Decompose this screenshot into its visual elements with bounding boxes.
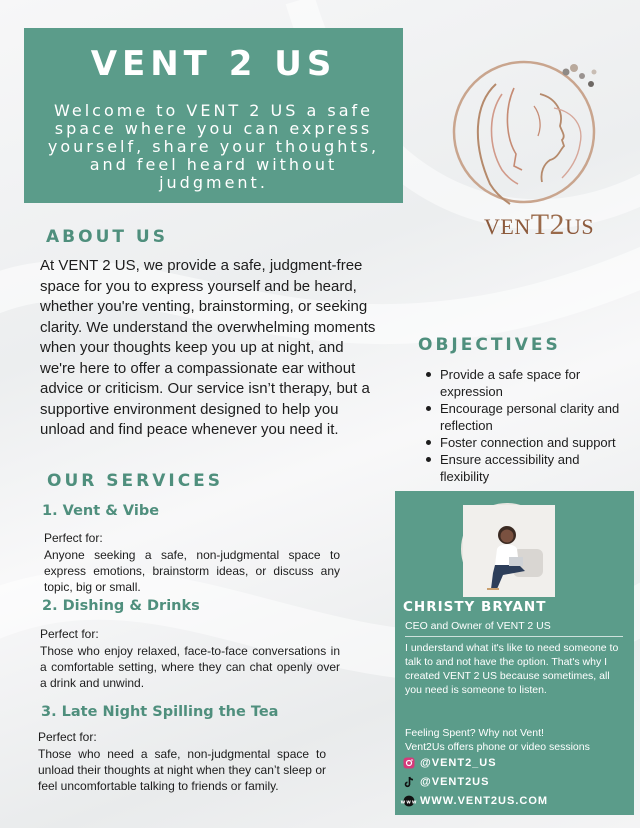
cta-line-1: Feeling Spent? Why not Vent! xyxy=(405,727,544,739)
welcome-tagline: Welcome to VENT 2 US a safe space where you can express yourself, share your thoughts, and feel heard without judgment. xyxy=(47,101,380,192)
globe-icon xyxy=(400,795,418,807)
service-description: Those who enjoy relaxed, face-to-face conversations in a comfortable setting, where they can chat openly over a drink and unwind. xyxy=(40,644,340,690)
svg-text:www: www xyxy=(400,799,418,806)
website-link[interactable] xyxy=(400,795,549,807)
objective-item: Provide a safe space for expression xyxy=(422,366,632,400)
call-to-action xyxy=(405,726,627,754)
perfect-for-label: Perfect for: xyxy=(44,531,103,545)
objective-item: Encourage personal clarity and reflection xyxy=(422,400,632,434)
objective-item: Ensure accessibility and flexibility xyxy=(422,451,632,485)
owner-role: CEO and Owner of VENT 2 US xyxy=(405,620,551,632)
owner-photo-icon xyxy=(463,505,555,597)
divider xyxy=(405,636,623,637)
objectives-list xyxy=(422,366,632,485)
objectives-heading: OBJECTIVES xyxy=(418,335,561,355)
tiktok-icon xyxy=(403,776,415,788)
service-title-late-night: 3. Late Night Spilling the Tea xyxy=(41,704,279,720)
website-url: WWW.VENT2US.COM xyxy=(420,795,549,807)
avatar xyxy=(461,503,553,595)
about-heading: ABOUT US xyxy=(46,227,168,247)
about-text: At VENT 2 US, we provide a safe, judgment-free space for you to express yourself and be heard, whether you're venting, brainstorming, or seeking clarity. We understand the overwhelming moments when your thoughts keep you up at night, and we're here to offer a compassionate ear without advice or criticism. Our service isn’t therapy, but a supportive environment designed to help you unload and find peace whenever you need it. xyxy=(40,257,376,438)
service-description: Anyone seeking a safe, non-judgmental space to express emotions, brainstorm ideas, or discuss any topic, big or small. xyxy=(44,548,340,594)
perfect-for-label: Perfect for: xyxy=(40,627,99,641)
owner-name: CHRISTY BRYANT xyxy=(403,599,547,615)
services-heading: OUR SERVICES xyxy=(47,471,224,491)
service-block-vent-vibe xyxy=(44,530,340,595)
owner-profile-card xyxy=(395,491,634,815)
page-title: VENT 2 US xyxy=(90,44,337,84)
service-block-late-night xyxy=(38,729,326,794)
tiktok-link[interactable] xyxy=(403,776,489,788)
instagram-link[interactable] xyxy=(403,757,497,769)
instagram-handle: @VENT2_US xyxy=(420,757,497,769)
owner-bio: I understand what it's like to need someone to talk to and not have the option. That's why I created VENT 2 US because sometimes, all you need is someone to listen. xyxy=(405,642,619,696)
service-description: Those who need a safe, non-judgmental space to unload their thoughts at night when they can’t sleep or feel uncomfortable talking to friends or family. xyxy=(38,747,326,793)
objective-item: Foster connection and support xyxy=(422,434,632,451)
instagram-icon xyxy=(403,757,415,769)
service-title-dishing-drinks: 2. Dishing & Drinks xyxy=(42,598,200,614)
cta-line-2: Vent2Us offers phone or video sessions xyxy=(405,741,590,753)
tiktok-handle: @VENT2US xyxy=(420,776,490,788)
service-title-vent-vibe: 1. Vent & Vibe xyxy=(42,503,160,519)
logo-wordmark: VENT2US xyxy=(484,208,595,241)
perfect-for-label: Perfect for: xyxy=(38,730,97,744)
header-banner xyxy=(24,28,403,203)
service-block-dishing-drinks xyxy=(40,626,340,691)
